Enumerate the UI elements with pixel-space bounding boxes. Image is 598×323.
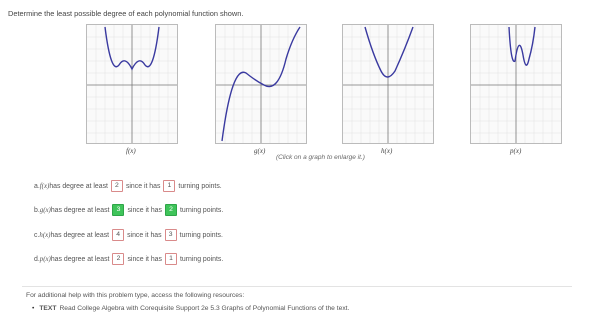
instructions: Determine the least possible degree of each polynomial function shown. [8, 9, 244, 18]
degree-input-b[interactable]: 3 [112, 204, 124, 216]
graph-p[interactable] [470, 24, 562, 144]
graph-f[interactable] [86, 24, 178, 144]
graph-g-plot [216, 25, 306, 143]
answer-row-c: c. h(x) has degree at least 4 since it has 3 turning points. [34, 229, 223, 241]
answer-row-a: a. f(x) has degree at least 2 since it has 1 turning points. [34, 180, 222, 192]
enlarge-hint: (Click on a graph to enlarge it.) [276, 154, 365, 161]
graph-g-label: g(x) [254, 147, 266, 155]
degree-input-d[interactable]: 2 [112, 253, 124, 265]
graph-h-label: h(x) [381, 147, 393, 155]
help-intro: For additional help with this problem type, access the following resources: [26, 292, 245, 299]
graph-p-plot [471, 25, 561, 143]
answer-row-d: d. p(x) has degree at least 2 since it has 1 turning points. [34, 253, 223, 265]
graph-f-label: f(x) [126, 147, 136, 155]
degree-input-a[interactable]: 2 [111, 180, 123, 192]
resource-link[interactable]: Read College Algebra with Corequisite Support 2e 5.3 Graphs of Polynomial Functions of the text. [59, 305, 350, 312]
answer-row-b: b. g(x) has degree at least 3 since it has 2 turning points. [34, 204, 223, 216]
graph-p-label: p(x) [510, 147, 522, 155]
turning-input-d[interactable]: 1 [165, 253, 177, 265]
bullet-icon: • [32, 305, 35, 312]
turning-input-c[interactable]: 3 [165, 229, 177, 241]
divider [22, 286, 572, 287]
resource-tag: TEXT [39, 305, 57, 312]
graph-g[interactable] [215, 24, 307, 144]
resource-item [32, 305, 349, 312]
turning-input-b[interactable]: 2 [165, 204, 177, 216]
graph-h[interactable] [342, 24, 434, 144]
turning-input-a[interactable]: 1 [163, 180, 175, 192]
degree-input-c[interactable]: 4 [112, 229, 124, 241]
graph-h-plot [343, 25, 433, 143]
graph-f-plot [87, 25, 177, 143]
